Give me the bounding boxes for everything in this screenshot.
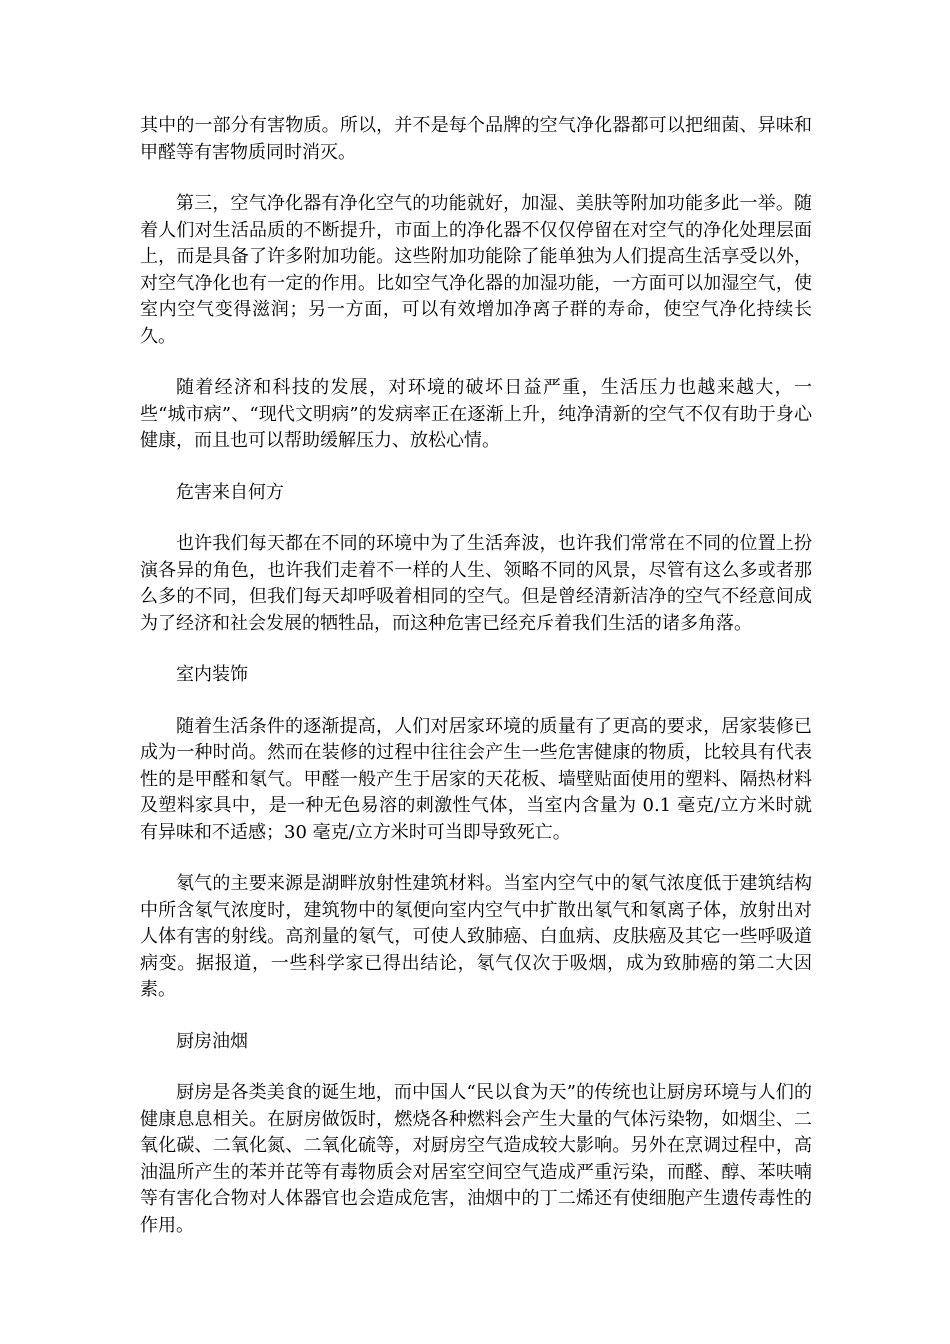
- section-heading-kitchen-fumes: 厨房油烟: [176, 1030, 248, 1052]
- paragraph-intro-continuation: 其中的一部分有害物质。所以，并不是每个品牌的空气净化器都可以把细菌、异味和甲醛等有害物质同时消灭。: [140, 115, 812, 163]
- paragraph-radon: 氡气的主要来源是湖畔放射性建筑材料。当室内空气中的氡气浓度低于建筑结构中所含氡气浓度时，建筑物中的氡便向室内空气中扩散出氡气和氡离子体，放射出对人体有害的射线。高剂量的氡气，可使人致肺癌、白血病、皮肤癌及其它一些呼吸道病变。据报道，一些科学家已得出结论，氡气仅次于吸烟，成为致肺癌的第二大因素。: [140, 873, 812, 1000]
- paragraph-third-point: 第三，空气净化器有净化空气的功能就好，加湿、美肤等附加功能多此一举。随着人们对生活品质的不断提升，市面上的净化器不仅仅停留在对空气的净化处理层面上，而是具备了许多附加功能。这些附加功能除了能单独为人们提高生活享受以外，对空气净化也有一定的作用。比如空气净化器的加湿功能，一方面可以加湿空气，使室内空气变得滋润；另一方面，可以有效增加净离子群的寿命，使空气净化持续长久。: [140, 193, 812, 347]
- paragraph-formaldehyde: 随着生活条件的逐渐提高，人们对居家环境的质量有了更高的要求，居家装修已成为一种时尚。然而在装修的过程中往往会产生一些危害健康的物质，比较具有代表性的是甲醛和氡气。甲醛一般产生于居家的天花板、墙壁贴面使用的塑料、隔热材料及塑料家具中，是一种无色易溶的刺激性气体，当室内含量为 0.1 毫克/立方米时就有异味和不适感；30 毫克/立方米时可当即导致死亡。: [140, 715, 812, 843]
- paragraph-same-air: 也许我们每天都在不同的环境中为了生活奔波，也许我们常常在不同的位置上扮演各异的角色，也许我们走着不一样的人生、领略不同的风景，尽管有这么多或者那么多的不同，但我们每天却呼吸着相同的空气。但是曾经清新洁净的空气不经意间成为了经济和社会发展的牺牲品，而这种危害已经充斥着我们生活的诸多角落。: [140, 533, 812, 634]
- document-page: [140, 113, 812, 1264]
- section-heading-interior-decoration: 室内装饰: [176, 664, 248, 685]
- paragraph-economy-environment: 随着经济和科技的发展，对环境的破坏日益严重，生活压力也越来越大，一些“城市病”、“现代文明病”的发病率正在逐渐上升，纯净清新的空气不仅有助于身心健康，而且也可以帮助缓解压力、放松心情。: [140, 377, 812, 451]
- paragraph-kitchen: 厨房是各类美食的诞生地，而中国人“民以食为天”的传统也让厨房环境与人们的健康息息相关。在厨房做饭时，燃烧各种燃料会产生大量的气体污染物，如烟尘、二氧化碳、二氧化氮、二氧化硫等，对厨房空气造成较大影响。另外在烹调过程中，高油温所产生的苯并芘等有毒物质会对居室空间空气造成严重污染，而醛、醇、苯呋喃等有害化合物对人体器官也会造成危害，油烟中的丁二烯还有使细胞产生遗传毒性的作用。: [140, 1082, 812, 1236]
- section-heading-hazard-source: 危害来自何方: [176, 481, 284, 503]
